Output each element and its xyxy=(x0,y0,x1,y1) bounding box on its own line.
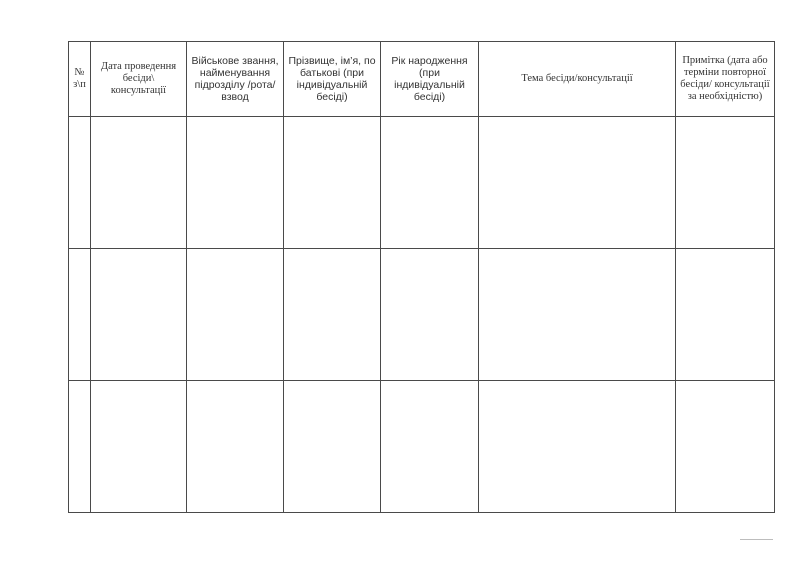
cell-note[interactable] xyxy=(676,381,775,513)
header-row xyxy=(69,42,775,117)
cell-number[interactable] xyxy=(69,117,91,249)
table-row xyxy=(69,117,775,249)
cell-full-name[interactable] xyxy=(284,117,381,249)
header-birth-year: Рік народження (при індивідуальній бесіді) xyxy=(381,42,479,117)
cell-rank-unit[interactable] xyxy=(187,381,284,513)
cell-topic[interactable] xyxy=(479,381,676,513)
cell-full-name[interactable] xyxy=(284,381,381,513)
cell-number[interactable] xyxy=(69,381,91,513)
cell-birth-year[interactable] xyxy=(381,249,479,381)
cell-rank-unit[interactable] xyxy=(187,249,284,381)
page-footer-line xyxy=(740,539,773,540)
cell-birth-year[interactable] xyxy=(381,117,479,249)
header-topic: Тема бесіди/консультації xyxy=(479,42,676,117)
cell-rank-unit[interactable] xyxy=(187,117,284,249)
cell-birth-year[interactable] xyxy=(381,381,479,513)
cell-note[interactable] xyxy=(676,249,775,381)
table-header xyxy=(69,42,775,117)
cell-date[interactable] xyxy=(91,117,187,249)
header-date: Дата проведення бесіди\ консультації xyxy=(91,42,187,117)
header-full-name: Прізвище, ім’я, по батькові (при індивідуальній бесіді) xyxy=(284,42,381,117)
cell-topic[interactable] xyxy=(479,117,676,249)
table-row xyxy=(69,249,775,381)
cell-topic[interactable] xyxy=(479,249,676,381)
cell-date[interactable] xyxy=(91,381,187,513)
cell-full-name[interactable] xyxy=(284,249,381,381)
consultation-log-table xyxy=(68,41,775,513)
table-row xyxy=(69,381,775,513)
cell-number[interactable] xyxy=(69,249,91,381)
table-body xyxy=(69,117,775,513)
cell-date[interactable] xyxy=(91,249,187,381)
header-note: Примітка (дата або терміни повторної бесіди/ консультації за необхідністю) xyxy=(676,42,775,117)
cell-note[interactable] xyxy=(676,117,775,249)
header-rank-unit: Військове звання, найменування підрозділу /рота/взвод xyxy=(187,42,284,117)
header-number: № з\п xyxy=(69,42,91,117)
